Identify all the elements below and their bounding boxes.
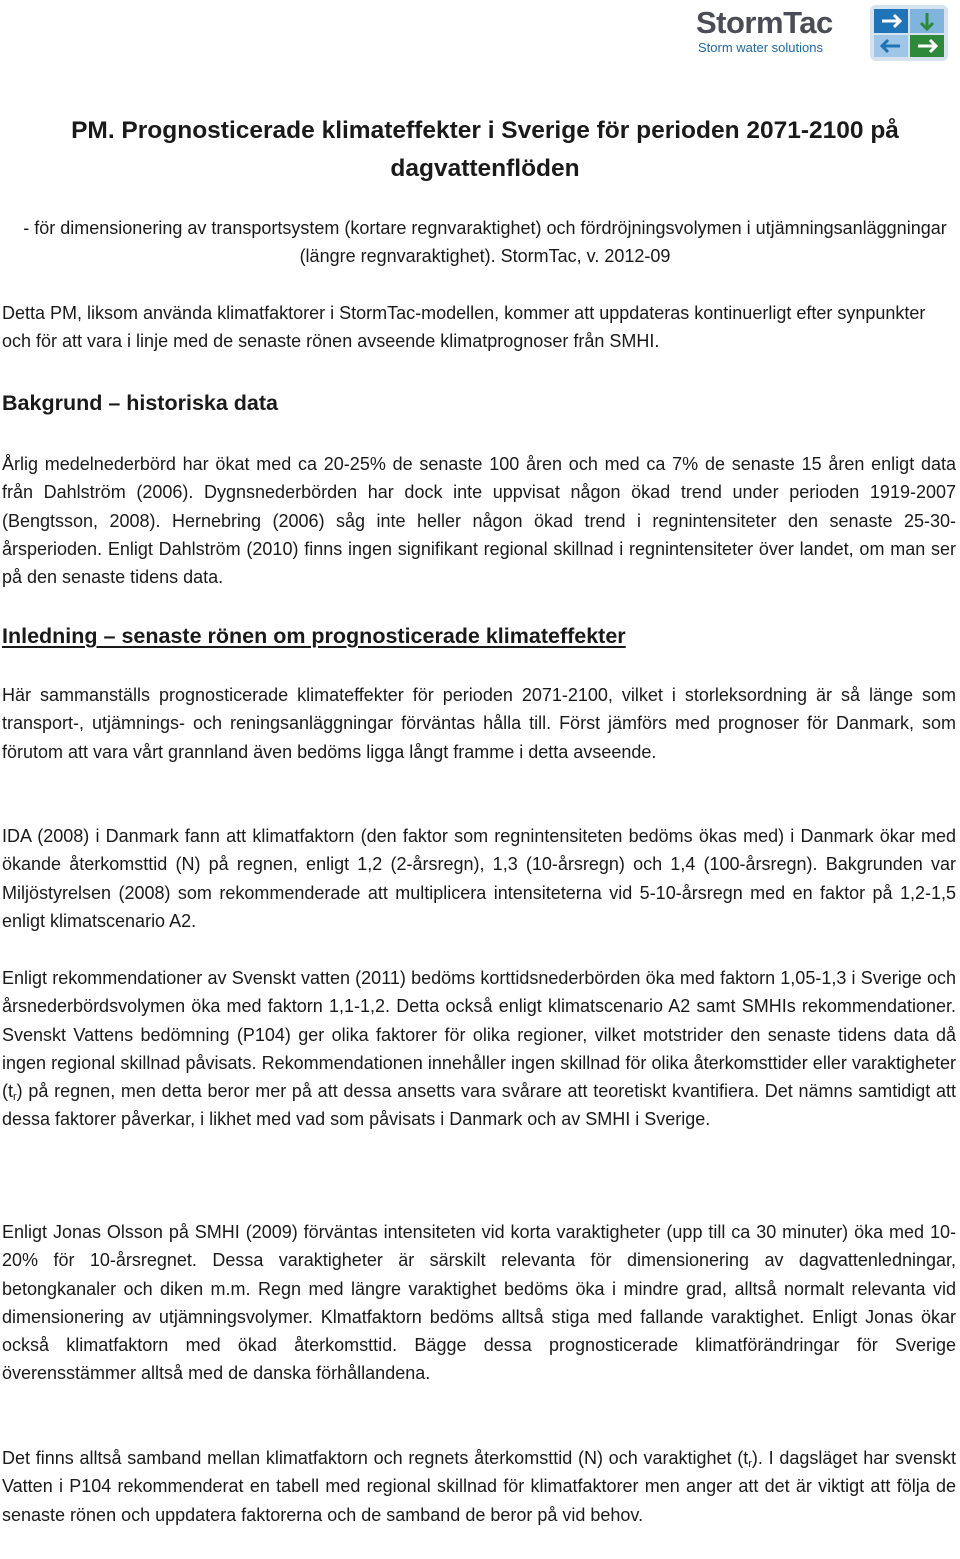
document-title: PM. Prognosticerade klimateffekter i Sverige för perioden 2071-2100 på dagvattenflöden bbox=[71, 117, 899, 182]
stormtac-logo bbox=[694, 3, 954, 65]
introduction-paragraph-4: Enligt Jonas Olsson på SMHI (2009) förväntas intensiteten vid korta varaktigheter (upp till ca 30 minuter) öka med 10-20% för 10-årsregnet. Dessa varaktigheter är särskilt relevanta för dimensionering av dagvattenledningar, betongkanaler och diken m.m. Regn med längre varaktighet bedöms öka i mindre grad, alltså normalt relevanta vid dimensionering av utjämningsvolymer. Klmatfaktorn bedöms alltså stiga med fallande varaktighet. Enligt Jonas ökar också klimatfaktorn med ökad återkomsttid. Bägge dessa prognosticerade klimatförändringar för Sverige överensstämmer alltså med de danska förhållandena. bbox=[2, 1222, 956, 1384]
logo-tagline: Storm water solutions bbox=[698, 40, 823, 55]
paragraph-3-text-a: Enligt rekommendationer av Svenskt vatten (2011) bedöms korttidsnederbörden öka med faktorn 1,05-1,3 i Sverige och årsnederbördsvolymen öka med faktorn 1,1-1,2. Detta också enligt klimatscenario A2 samt SMHIs rekommendationer. Svenskt Vattens bedömning (P104) ger olika faktorer för olika regioner, vilket motstrider den senaste tidens data då ingen regional skillnad påvisats. Rekommendationen innehåller ingen skillnad för olika återkomsttider eller varaktigheter (t bbox=[2, 968, 956, 1102]
introduction-paragraph-5 bbox=[2, 1444, 956, 1529]
section-heading-background: Bakgrund – historiska data bbox=[2, 391, 278, 415]
document-subtitle: - för dimensionering av transportsystem (kortare regnvaraktighet) och fördröjningsvolymen i utjämningsanläggningar (längre regnvaraktighet). StormTac, v. 2012-09 bbox=[23, 218, 947, 266]
section-heading-introduction: Inledning – senaste rönen om prognosticerade klimateffekter bbox=[2, 624, 626, 648]
paragraph-3-text-b: ) på regnen, men detta beror mer på att dessa ansetts vara svårare att teoretiskt kvantifiera. Det nämns samtidigt att dessa faktorer påverkar, i likhet med vad som påvisats i Danmark och av SMHI i Sverige. bbox=[2, 1081, 956, 1130]
background-paragraph: Årlig medelnederbörd har ökat med ca 20-25% de senaste 100 åren och med ca 7% de senaste 15 åren enligt data från Dahlström (2006). Dygnsnederbörden har dock inte uppvisat någon ökad trend under perioden 1919-2007 (Bengtsson, 2008). Hernebring (2006) såg inte heller någon ökad trend i regnintensiteter den senaste 25-30-årsperioden. Enligt Dahlström (2010) finns ingen signifikant regional skillnad i regnintensiteter över landet, om man ser på den senaste tidens data. bbox=[2, 454, 956, 588]
paragraph-5-text-a: Det finns alltså samband mellan klimatfaktorn och regnets återkomsttid (N) och varaktighet (t bbox=[2, 1448, 749, 1468]
logo-name: StormTac bbox=[696, 5, 833, 40]
introduction-paragraph-2: IDA (2008) i Danmark fann att klimatfaktorn (den faktor som regnintensiteten bedöms ökas med) i Danmark ökar med ökande återkomsttid (N) på regnen, enligt 1,2 (2-årsregn), 1,3 (10-årsregn) och 1,4 (100-årsregn). Bakgrunden var Miljöstyrelsen (2008) som rekommenderade att multiplicera intensiteterna vid 5-10-årsregn med en faktor på 1,2-1,5 enligt klimatscenario A2. bbox=[2, 826, 956, 931]
introduction-paragraph-3 bbox=[2, 964, 956, 1134]
introduction-paragraph-1: Här sammanställs prognosticerade klimateffekter för perioden 2071-2100, vilket i storleksordning är så länge som transport-, utjämnings- och reningsanläggningar förväntas hålla till. Först jämförs med prognoser för Danmark, som förutom att vara vårt grannland även bedöms ligga långt framme i detta avseende. bbox=[2, 685, 956, 762]
intro-paragraph: Detta PM, liksom använda klimatfaktorer i StormTac-modellen, kommer att uppdateras kontinuerligt efter synpunkter och för att vara i linje med de senaste rönen avseende klimatprognoser från SMHI. bbox=[2, 303, 926, 352]
paragraph-5-subscript: r bbox=[748, 1458, 752, 1470]
paragraph-3-subscript: r bbox=[13, 1091, 17, 1104]
stormtac-arrows-icon bbox=[870, 3, 950, 63]
paragraph-5-text-b: ). I dagsläget har svenskt Vatten i P104 rekommenderat en tabell med regional skillnad för klimatfaktorer men anger att det är viktigt att följa de senaste rönen och uppdatera faktorerna och de samband de beror på vid behov. bbox=[2, 1448, 956, 1525]
